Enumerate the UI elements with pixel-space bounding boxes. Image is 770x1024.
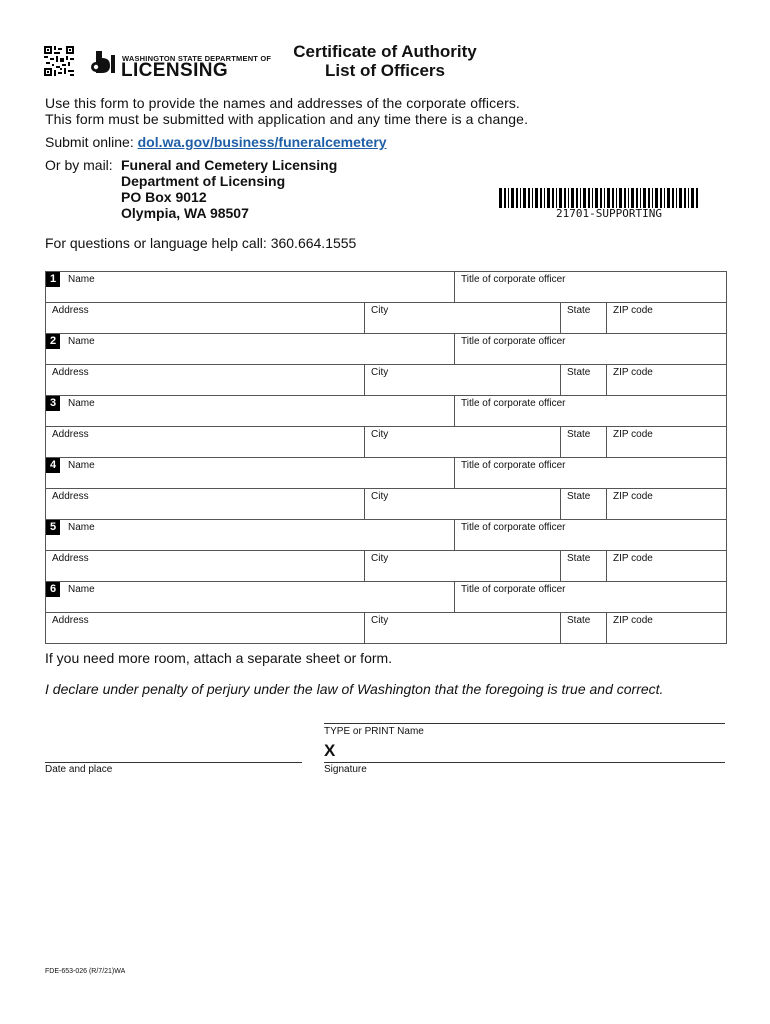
mail-address-line2: Department of Licensing: [121, 173, 286, 189]
officer-state-field[interactable]: [560, 427, 606, 457]
officer-city-label: City: [371, 615, 389, 626]
officer-name-row: [46, 582, 726, 613]
barcode-bar: [544, 188, 545, 208]
officer-name-label: Name: [68, 274, 95, 285]
officer-city-field[interactable]: [364, 365, 560, 395]
barcode-bar: [559, 188, 562, 208]
barcode-bar: [508, 188, 509, 208]
officer-state-label: State: [567, 553, 591, 564]
barcode-bar: [679, 188, 682, 208]
officer-name-field[interactable]: [62, 458, 454, 488]
dol-logo-icon: [90, 50, 116, 76]
barcode-bar: [664, 188, 665, 208]
officer-zip-field[interactable]: [606, 613, 726, 643]
officer-city-field[interactable]: [364, 303, 560, 333]
officer-zip-label: ZIP code: [613, 491, 653, 502]
officer-address-field[interactable]: [46, 427, 364, 457]
date-place-label: Date and place: [45, 764, 113, 775]
mail-address-line4: Olympia, WA 98507: [121, 205, 249, 221]
officer-zip-label: ZIP code: [613, 615, 653, 626]
barcode-bar: [499, 188, 502, 208]
officer-zip-label: ZIP code: [613, 429, 653, 440]
form-number: FDE-653-026 (R/7/21)WA: [45, 968, 126, 975]
barcode-bar: [595, 188, 598, 208]
intro-text: [45, 95, 528, 127]
officer-address-row: [46, 427, 726, 458]
officer-title-label: Title of corporate officer: [461, 274, 566, 285]
help-line: For questions or language help call: 360.664.1555: [45, 235, 357, 251]
barcode-bar: [696, 188, 698, 208]
officer-name-field[interactable]: [62, 582, 454, 612]
date-place-line[interactable]: [45, 762, 302, 763]
officer-city-label: City: [371, 553, 389, 564]
officer-name-field[interactable]: [62, 334, 454, 364]
officer-address-field[interactable]: [46, 613, 364, 643]
officer-address-row: [46, 365, 726, 396]
officer-zip-field[interactable]: [606, 489, 726, 519]
officer-state-field[interactable]: [560, 551, 606, 581]
barcode-bar: [516, 188, 518, 208]
barcode-bar: [660, 188, 662, 208]
barcode-bar: [676, 188, 677, 208]
barcode-bar: [511, 188, 514, 208]
barcode-bar: [604, 188, 605, 208]
officer-zip-label: ZIP code: [613, 367, 653, 378]
barcode-bar: [523, 188, 526, 208]
officer-city-label: City: [371, 367, 389, 378]
barcode-bar: [504, 188, 506, 208]
officer-city-field[interactable]: [364, 551, 560, 581]
officer-title-field[interactable]: [454, 396, 726, 426]
officer-name-label: Name: [68, 460, 95, 471]
barcode-bar: [564, 188, 566, 208]
mail-address: [121, 157, 337, 221]
barcode-bar: [576, 188, 578, 208]
qr-code-icon: [44, 46, 74, 76]
officer-state-label: State: [567, 615, 591, 626]
officer-number-badge: 3: [46, 396, 60, 411]
officer-zip-field[interactable]: [606, 303, 726, 333]
barcode-bar: [672, 188, 674, 208]
officer-state-field[interactable]: [560, 489, 606, 519]
barcode-bar: [619, 188, 622, 208]
agency-name-big: LICENSING: [121, 60, 229, 81]
officer-address-row: [46, 613, 726, 644]
officer-address-field[interactable]: [46, 489, 364, 519]
officer-number-badge: 1: [46, 272, 60, 287]
officer-zip-field[interactable]: [606, 551, 726, 581]
officer-address-field[interactable]: [46, 551, 364, 581]
barcode-bar: [556, 188, 557, 208]
print-name-line[interactable]: [324, 723, 725, 724]
barcode-bar: [535, 188, 538, 208]
officer-name-label: Name: [68, 336, 95, 347]
barcode-bar: [547, 188, 550, 208]
officer-number-badge: 2: [46, 334, 60, 349]
officer-address-label: Address: [52, 553, 89, 564]
barcode-icon: [499, 188, 701, 208]
more-room-note: If you need more room, attach a separate sheet or form.: [45, 650, 393, 666]
officer-name-field[interactable]: [62, 272, 454, 302]
barcode-bar: [571, 188, 574, 208]
form-title: [280, 42, 490, 80]
officer-title-field[interactable]: [454, 520, 726, 550]
barcode-bar: [628, 188, 629, 208]
barcode-bar: [532, 188, 533, 208]
barcode-bar: [552, 188, 554, 208]
officer-state-label: State: [567, 367, 591, 378]
officer-state-field[interactable]: [560, 613, 606, 643]
barcode-bar: [691, 188, 694, 208]
print-name-label: TYPE or PRINT Name: [324, 726, 424, 737]
barcode-bar: [588, 188, 590, 208]
barcode-bar: [667, 188, 670, 208]
officer-number-badge: 5: [46, 520, 60, 535]
officer-name-row: [46, 458, 726, 489]
submit-online: [45, 134, 387, 150]
officer-title-label: Title of corporate officer: [461, 522, 566, 533]
barcode-text: 21701-SUPPORTING: [556, 207, 662, 220]
officer-title-label: Title of corporate officer: [461, 336, 566, 347]
officer-name-label: Name: [68, 584, 95, 595]
officer-zip-field[interactable]: [606, 365, 726, 395]
officer-name-label: Name: [68, 398, 95, 409]
barcode-bar: [607, 188, 610, 208]
officer-number-badge: 6: [46, 582, 60, 597]
officer-title-label: Title of corporate officer: [461, 584, 566, 595]
barcode-bar: [648, 188, 650, 208]
officer-city-field[interactable]: [364, 489, 560, 519]
barcode-bar: [631, 188, 634, 208]
agency-name-small: WASHINGTON STATE DEPARTMENT OF: [122, 54, 272, 63]
officer-state-label: State: [567, 491, 591, 502]
officer-title-field[interactable]: [454, 334, 726, 364]
signature-x-mark: X: [324, 741, 336, 760]
officer-address-label: Address: [52, 367, 89, 378]
officer-city-field[interactable]: [364, 427, 560, 457]
declaration: I declare under penalty of perjury under the law of Washington that the foregoing is true and correct.: [45, 681, 664, 697]
barcode-bar: [684, 188, 686, 208]
form-title-line1: Certificate of Authority: [293, 42, 477, 61]
barcode-bar: [612, 188, 614, 208]
officer-address-label: Address: [52, 615, 89, 626]
submit-online-label: Submit online:: [45, 134, 134, 150]
officer-address-row: [46, 303, 726, 334]
officer-zip-label: ZIP code: [613, 305, 653, 316]
barcode-bar: [583, 188, 586, 208]
officer-address-row: [46, 489, 726, 520]
barcode-bar: [568, 188, 569, 208]
officer-state-label: State: [567, 429, 591, 440]
intro-line2: This form must be submitted with application and any time there is a change.: [45, 111, 529, 127]
barcode-bar: [528, 188, 530, 208]
officer-zip-field[interactable]: [606, 427, 726, 457]
signature-label: Signature: [324, 764, 367, 775]
officer-city-label: City: [371, 491, 389, 502]
barcode-bar: [592, 188, 593, 208]
form-title-line2: List of Officers: [325, 61, 445, 80]
officer-state-field[interactable]: [560, 365, 606, 395]
officer-title-label: Title of corporate officer: [461, 460, 566, 471]
signature-line[interactable]: [324, 762, 725, 763]
barcode-bar: [600, 188, 602, 208]
barcode-bar: [580, 188, 581, 208]
barcode-bar: [616, 188, 617, 208]
officer-city-label: City: [371, 429, 389, 440]
officer-number-badge: 4: [46, 458, 60, 473]
barcode-bar: [636, 188, 638, 208]
officer-name-field[interactable]: [62, 520, 454, 550]
officer-state-label: State: [567, 305, 591, 316]
officers-table: [45, 271, 727, 644]
officer-name-field[interactable]: [62, 396, 454, 426]
officer-city-label: City: [371, 305, 389, 316]
barcode-bar: [540, 188, 542, 208]
officer-title-field[interactable]: [454, 272, 726, 302]
officer-name-row: [46, 272, 726, 303]
barcode-bar: [652, 188, 653, 208]
barcode-bar: [624, 188, 626, 208]
barcode-bar: [688, 188, 689, 208]
officer-address-label: Address: [52, 305, 89, 316]
barcode-bar: [520, 188, 521, 208]
officer-state-field[interactable]: [560, 303, 606, 333]
mail-address-line1: Funeral and Cemetery Licensing: [121, 157, 338, 173]
barcode-bar: [643, 188, 646, 208]
officer-name-row: [46, 334, 726, 365]
officer-title-label: Title of corporate officer: [461, 398, 566, 409]
submit-online-link[interactable]: dol.wa.gov/business/funeralcemetery: [137, 134, 387, 150]
officer-address-field[interactable]: [46, 365, 364, 395]
officer-name-label: Name: [68, 522, 95, 533]
officer-address-label: Address: [52, 429, 89, 440]
officer-title-field[interactable]: [454, 458, 726, 488]
barcode-bar: [655, 188, 658, 208]
intro-line1: Use this form to provide the names and addresses of the corporate officers.: [45, 95, 520, 111]
officer-address-row: [46, 551, 726, 582]
officer-name-row: [46, 396, 726, 427]
officer-name-row: [46, 520, 726, 551]
mail-label: Or by mail:: [45, 157, 113, 173]
officer-zip-label: ZIP code: [613, 553, 653, 564]
mail-address-line3: PO Box 9012: [121, 189, 207, 205]
officer-address-label: Address: [52, 491, 89, 502]
officer-city-field[interactable]: [364, 613, 560, 643]
officer-address-field[interactable]: [46, 303, 364, 333]
officer-title-field[interactable]: [454, 582, 726, 612]
barcode-bar: [640, 188, 641, 208]
